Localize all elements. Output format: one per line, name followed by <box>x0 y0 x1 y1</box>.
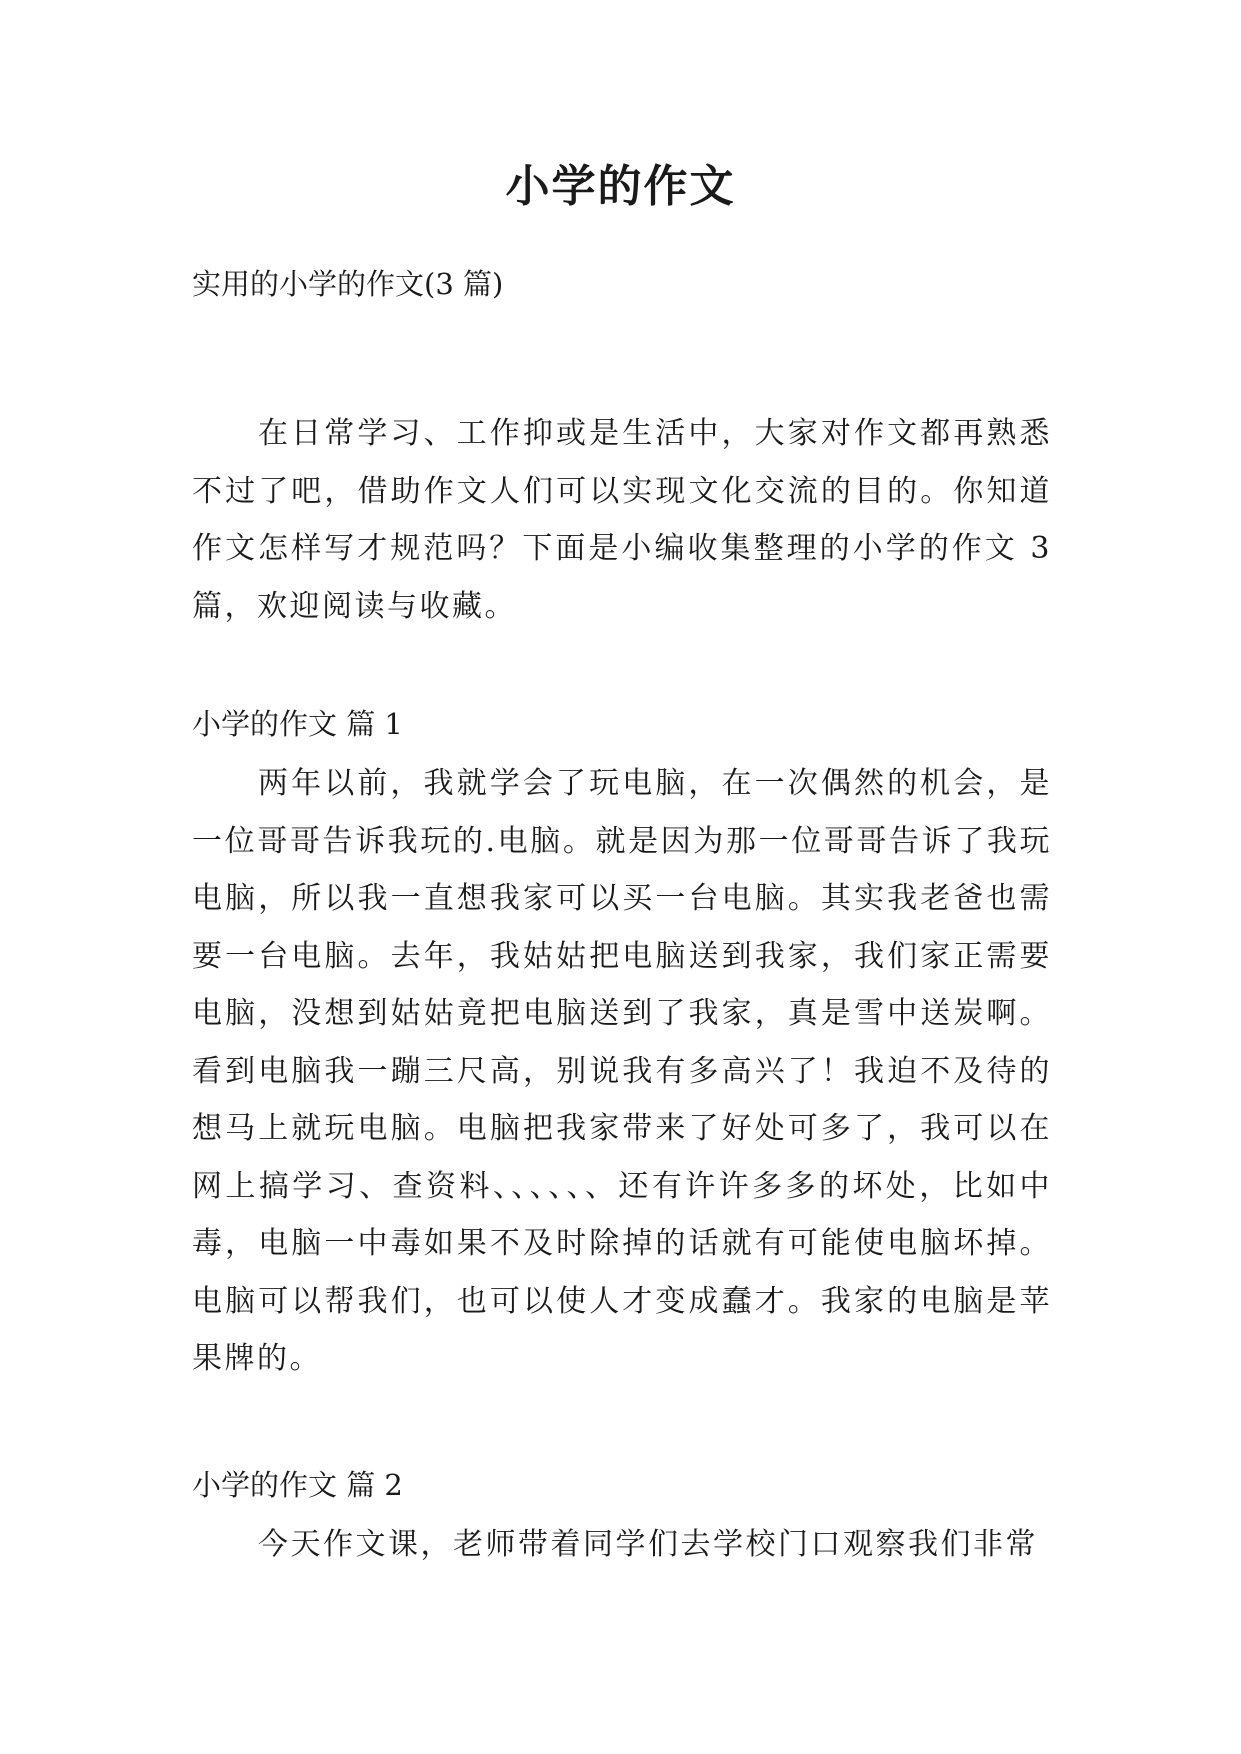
section-heading-2: 小学的作文 篇 2 <box>192 1468 403 1502</box>
section-body-2: 今天作文课，老师带着同学们去学校门口观察我们非常 <box>258 1527 1038 1562</box>
document-subtitle: 实用的小学的作文(3 篇) <box>192 267 504 301</box>
section-body-1: 两年以前，我就学会了玩电脑，在一次偶然的机会，是一位哥哥告诉我玩的.电脑。就是因为那一位哥哥告诉了我玩电脑，所以我一直想我家可以买一台电脑。其实我老爸也需要一台电脑。去年，我姑姑把电脑送到我家，我们家正需要电脑，没想到姑姑竟把电脑送到了我家，真是雪中送炭啊。看到电脑我一蹦三尺高，别说我有多高兴了！我迫不及待的想马上就玩电脑。电脑把我家带来了好处可多了，我可以在网上搞学习、查资料、、、、、、还有许许多多的坏处，比如中毒，电脑一中毒如果不及时除掉的话就有可能使电脑坏掉。电脑可以帮我们，也可以使人才变成蠢才。我家的电脑是苹果牌的。 <box>192 766 1052 1376</box>
intro-paragraph: 在日常学习、工作抑或是生活中，大家对作文都再熟悉不过了吧，借助作文人们可以实现文化交流的目的。你知道作文怎样写才规范吗？下面是小编收集整理的小学的作文 3 篇，欢迎阅读与收藏。 <box>192 416 1052 624</box>
document-title: 小学的作文 <box>505 161 736 212</box>
section-heading-1: 小学的作文 篇 1 <box>192 707 403 741</box>
